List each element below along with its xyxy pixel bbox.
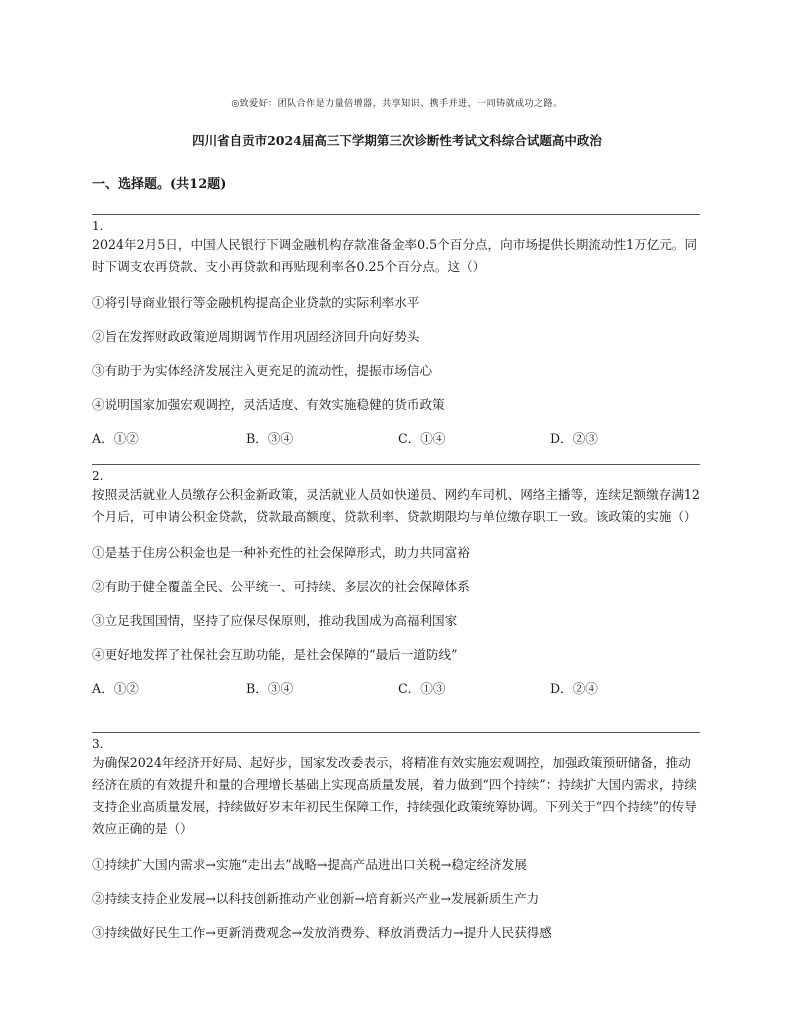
choice-a[interactable]: A．①② <box>92 431 139 446</box>
option-1: ①将引导商业银行等金融机构提高企业贷款的实际利率水平 <box>92 295 420 310</box>
option-3: ③立足我国国情，坚持了应保尽保原则，推动我国成为高福利国家 <box>92 613 458 628</box>
answer-choices <box>92 430 700 448</box>
choice-c[interactable]: C．①③ <box>398 681 446 696</box>
option-2: ②旨在发挥财政政策逆周期调节作用巩固经济回升向好势头 <box>92 329 420 344</box>
choice-a[interactable]: A．①② <box>92 681 139 696</box>
question-stem: 按照灵活就业人员缴存公积金新政策，灵活就业人员如快递员、网约车司机、网络主播等，连续足额缴存满12个月后，可申请公积金贷款，贷款最高额度、贷款利率、贷款期限均与单位缴存职工一致。该政策的实施（） <box>92 487 700 524</box>
answer-choices <box>92 680 700 698</box>
question-2 <box>92 464 700 698</box>
question-3 <box>92 732 700 942</box>
question-divider <box>92 214 700 215</box>
question-stem: 为确保2024年经济开好局、起好步，国家发改委表示，将精准有效实施宏观调控，加强政策预研储备，推动经济在质的有效提升和量的合理增长基础上实现高质量发展，着力做到“四个持续”：持续扩大国内需求，持续支持企业高质量发展，持续做好岁末年初民生保障工作，持续强化政策统筹协调。下列关于“四个持续”的传导效应正确的是（） <box>92 755 697 836</box>
option-2: ②持续支持企业发展→以科技创新推动产业创新→培育新兴产业→发展新质生产力 <box>92 891 540 906</box>
section-heading: 一、选择题。(共12题) <box>92 177 227 192</box>
choice-b[interactable]: B．③④ <box>246 431 294 446</box>
question-1 <box>92 214 700 448</box>
option-4: ④说明国家加强宏观调控，灵活适度、有效实施稳健的货币政策 <box>92 397 445 412</box>
question-divider <box>92 464 700 465</box>
choice-b[interactable]: B．③④ <box>246 681 294 696</box>
option-2: ②有助于健全覆盖全民、公平统一、可持续、多层次的社会保障体系 <box>92 579 470 594</box>
option-3: ③有助于为实体经济发展注入更充足的流动性，提振市场信心 <box>92 363 433 378</box>
page-title: 四川省自贡市2024届高三下学期第三次诊断性考试文科综合试题高中政治 <box>192 133 602 148</box>
choice-c[interactable]: C．①④ <box>398 431 446 446</box>
question-number: 2. <box>92 469 104 483</box>
choice-d[interactable]: D．②④ <box>550 681 598 696</box>
option-3: ③持续做好民生工作→更新消费观念→发放消费券、释放消费活力→提升人民获得感 <box>92 925 552 940</box>
question-number: 3. <box>92 737 104 751</box>
option-1: ①是基于住房公积金也是一种补充性的社会保障形式，助力共同富裕 <box>92 545 470 560</box>
option-1: ①持续扩大国内需求→实施“走出去”战略→提高产品进出口关税→稳定经济发展 <box>92 857 527 872</box>
question-number: 1. <box>92 219 104 233</box>
option-4: ④更好地发挥了社保社会互助功能，是社会保障的“最后一道防线” <box>92 647 458 662</box>
motto: ◎致爱好：团队合作是力量倍增器，共享知识、携手并进，一同铸就成功之路。 <box>231 99 563 109</box>
question-stem: 2024年2月5日，中国人民银行下调金融机构存款准备金率0.5个百分点，向市场提供长期流动性1万亿元。同时下调支农再贷款、支小再贷款和再贴现利率各0.25个百分点。这（） <box>92 237 698 274</box>
choice-d[interactable]: D．②③ <box>550 431 598 446</box>
question-divider <box>92 732 700 733</box>
